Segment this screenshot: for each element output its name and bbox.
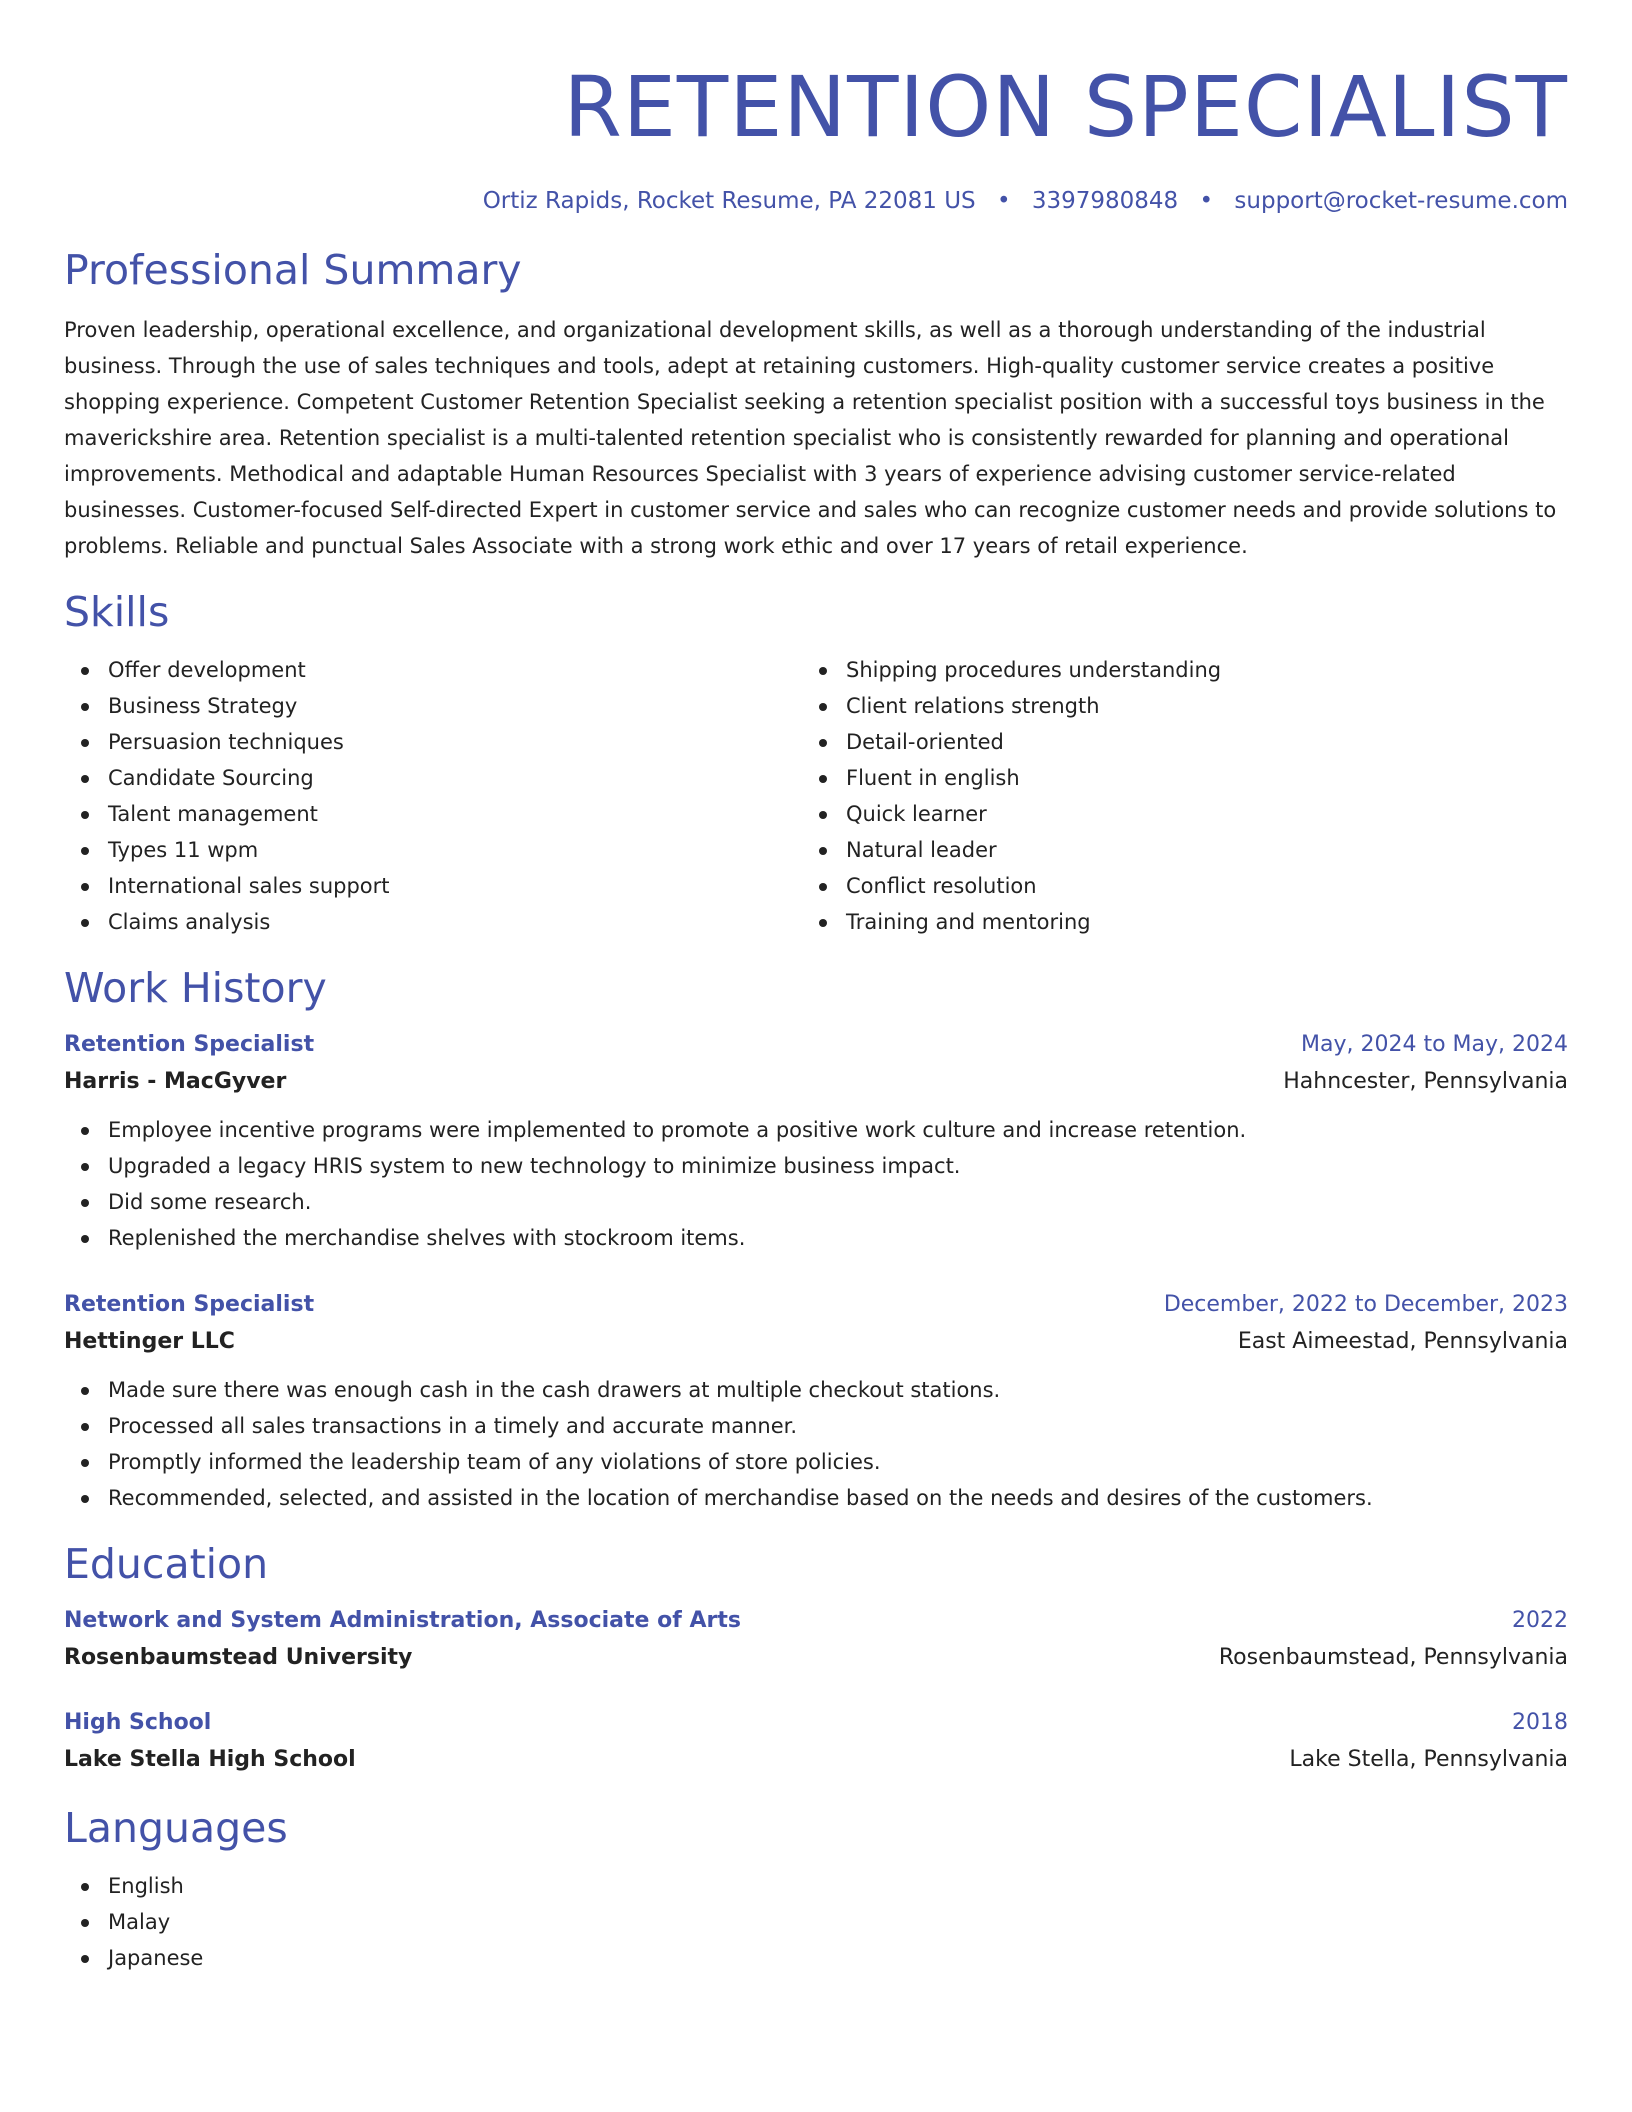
job-company-row xyxy=(64,1062,1568,1102)
language-item: Malay xyxy=(64,1904,1568,1940)
education-entry xyxy=(64,1604,1568,1678)
summary-text: Proven leadership, operational excellence, and organizational development skills, as well as a thorough understanding of the industrial business. Through the use of sales techniques and tools, adept at retaining customers. High-quality customer service creates a positive shopping experience. Competent Customer Retention Specialist seeking a retention specialist position with a successful toys business in the maverickshire area. Retention specialist is a multi-talented retention specialist who is consistently rewarded for planning and operational improvements. Methodical and adaptable Human Resources Specialist with 3 years of experience advising customer service-related businesses. Customer-focused Self-directed Expert in customer service and sales who can recognize customer needs and provide solutions to problems. Reliable and punctual Sales Associate with a strong work ethic and over 17 years of retail experience. xyxy=(64,318,1557,558)
education-location: Rosenbaumstead, Pennsylvania xyxy=(1218,1645,1568,1670)
resume-title: RETENTION SPECIALIST xyxy=(563,58,1568,156)
job-title: Retention Specialist xyxy=(64,1292,315,1317)
job-company: Hettinger LLC xyxy=(64,1329,235,1354)
job-header-row xyxy=(64,1288,1568,1322)
skills-grid xyxy=(64,652,1568,940)
education-degree: High School xyxy=(64,1710,212,1735)
education-year: 2018 xyxy=(1512,1710,1568,1735)
job-title: Retention Specialist xyxy=(64,1032,315,1057)
education-header-row xyxy=(64,1706,1568,1740)
section-title-summary: Professional Summary xyxy=(64,246,522,294)
skills-list-left xyxy=(64,652,802,940)
job-dates: May, 2024 to May, 2024 xyxy=(1301,1032,1568,1057)
job-dates: December, 2022 to December, 2023 xyxy=(1163,1292,1568,1317)
education-header-row xyxy=(64,1604,1568,1638)
job-header-row xyxy=(64,1028,1568,1062)
education-year: 2022 xyxy=(1512,1608,1568,1633)
skill-item: Talent management xyxy=(64,796,802,832)
skill-item: Client relations strength xyxy=(802,688,1540,724)
section-title-languages: Languages xyxy=(64,1804,288,1852)
skill-item: Offer development xyxy=(64,652,802,688)
job-entry xyxy=(64,1028,1568,1256)
education-school-row xyxy=(64,1740,1568,1780)
job-duty: Replenished the merchandise shelves with stockroom items. xyxy=(64,1220,1568,1256)
skills-section xyxy=(64,586,1568,940)
skill-item: Business Strategy xyxy=(64,688,802,724)
education-school-row xyxy=(64,1638,1568,1678)
job-company: Harris - MacGyver xyxy=(64,1069,287,1094)
skill-item: Claims analysis xyxy=(64,904,802,940)
education-entry xyxy=(64,1706,1568,1780)
contact-phone: 3397980848 xyxy=(1031,188,1179,214)
job-duties xyxy=(64,1372,1568,1516)
skill-item: Persuasion techniques xyxy=(64,724,802,760)
skill-item: Natural leader xyxy=(802,832,1540,868)
skill-item: International sales support xyxy=(64,868,802,904)
job-duty: Employee incentive programs were implemented to promote a positive work culture and increase retention. xyxy=(64,1112,1568,1148)
languages-list xyxy=(64,1868,1568,1976)
skills-list-right xyxy=(802,652,1540,940)
job-duty: Made sure there was enough cash in the cash drawers at multiple checkout stations. xyxy=(64,1372,1568,1408)
section-title-education: Education xyxy=(64,1540,269,1588)
languages-section xyxy=(64,1802,1568,1976)
summary-section xyxy=(64,244,1568,564)
skill-item: Types 11 wpm xyxy=(64,832,802,868)
section-title-work-history: Work History xyxy=(64,964,327,1012)
job-duties xyxy=(64,1112,1568,1256)
work-history-section xyxy=(64,962,1568,1516)
job-company-row xyxy=(64,1322,1568,1362)
job-duty: Processed all sales transactions in a timely and accurate manner. xyxy=(64,1408,1568,1444)
contact-separator: • xyxy=(1199,188,1214,214)
education-school: Rosenbaumstead University xyxy=(64,1645,413,1670)
job-location: Hahncester, Pennsylvania xyxy=(1283,1069,1568,1094)
education-degree: Network and System Administration, Associate of Arts xyxy=(64,1608,741,1633)
job-entry xyxy=(64,1288,1568,1516)
skill-item: Fluent in english xyxy=(802,760,1540,796)
skill-item: Quick learner xyxy=(802,796,1540,832)
job-duty: Recommended, selected, and assisted in the location of merchandise based on the needs and desires of the customers. xyxy=(64,1480,1568,1516)
education-section xyxy=(64,1538,1568,1780)
contact-separator: • xyxy=(996,188,1011,214)
skill-item: Training and mentoring xyxy=(802,904,1540,940)
language-item: Japanese xyxy=(64,1940,1568,1976)
contact-address: Ortiz Rapids, Rocket Resume, PA 22081 US xyxy=(482,188,976,214)
skill-item: Conflict resolution xyxy=(802,868,1540,904)
contact-email[interactable]: support@rocket-resume.com xyxy=(1234,188,1568,214)
contact-line xyxy=(64,186,1568,216)
job-duty: Did some research. xyxy=(64,1184,1568,1220)
job-location: East Aimeestad, Pennsylvania xyxy=(1237,1329,1568,1354)
skill-item: Candidate Sourcing xyxy=(64,760,802,796)
section-title-skills: Skills xyxy=(64,588,170,636)
education-school: Lake Stella High School xyxy=(64,1747,356,1772)
job-duty: Promptly informed the leadership team of any violations of store policies. xyxy=(64,1444,1568,1480)
education-location: Lake Stella, Pennsylvania xyxy=(1289,1747,1568,1772)
language-item: English xyxy=(64,1868,1568,1904)
skill-item: Shipping procedures understanding xyxy=(802,652,1540,688)
job-duty: Upgraded a legacy HRIS system to new technology to minimize business impact. xyxy=(64,1148,1568,1184)
skill-item: Detail-oriented xyxy=(802,724,1540,760)
